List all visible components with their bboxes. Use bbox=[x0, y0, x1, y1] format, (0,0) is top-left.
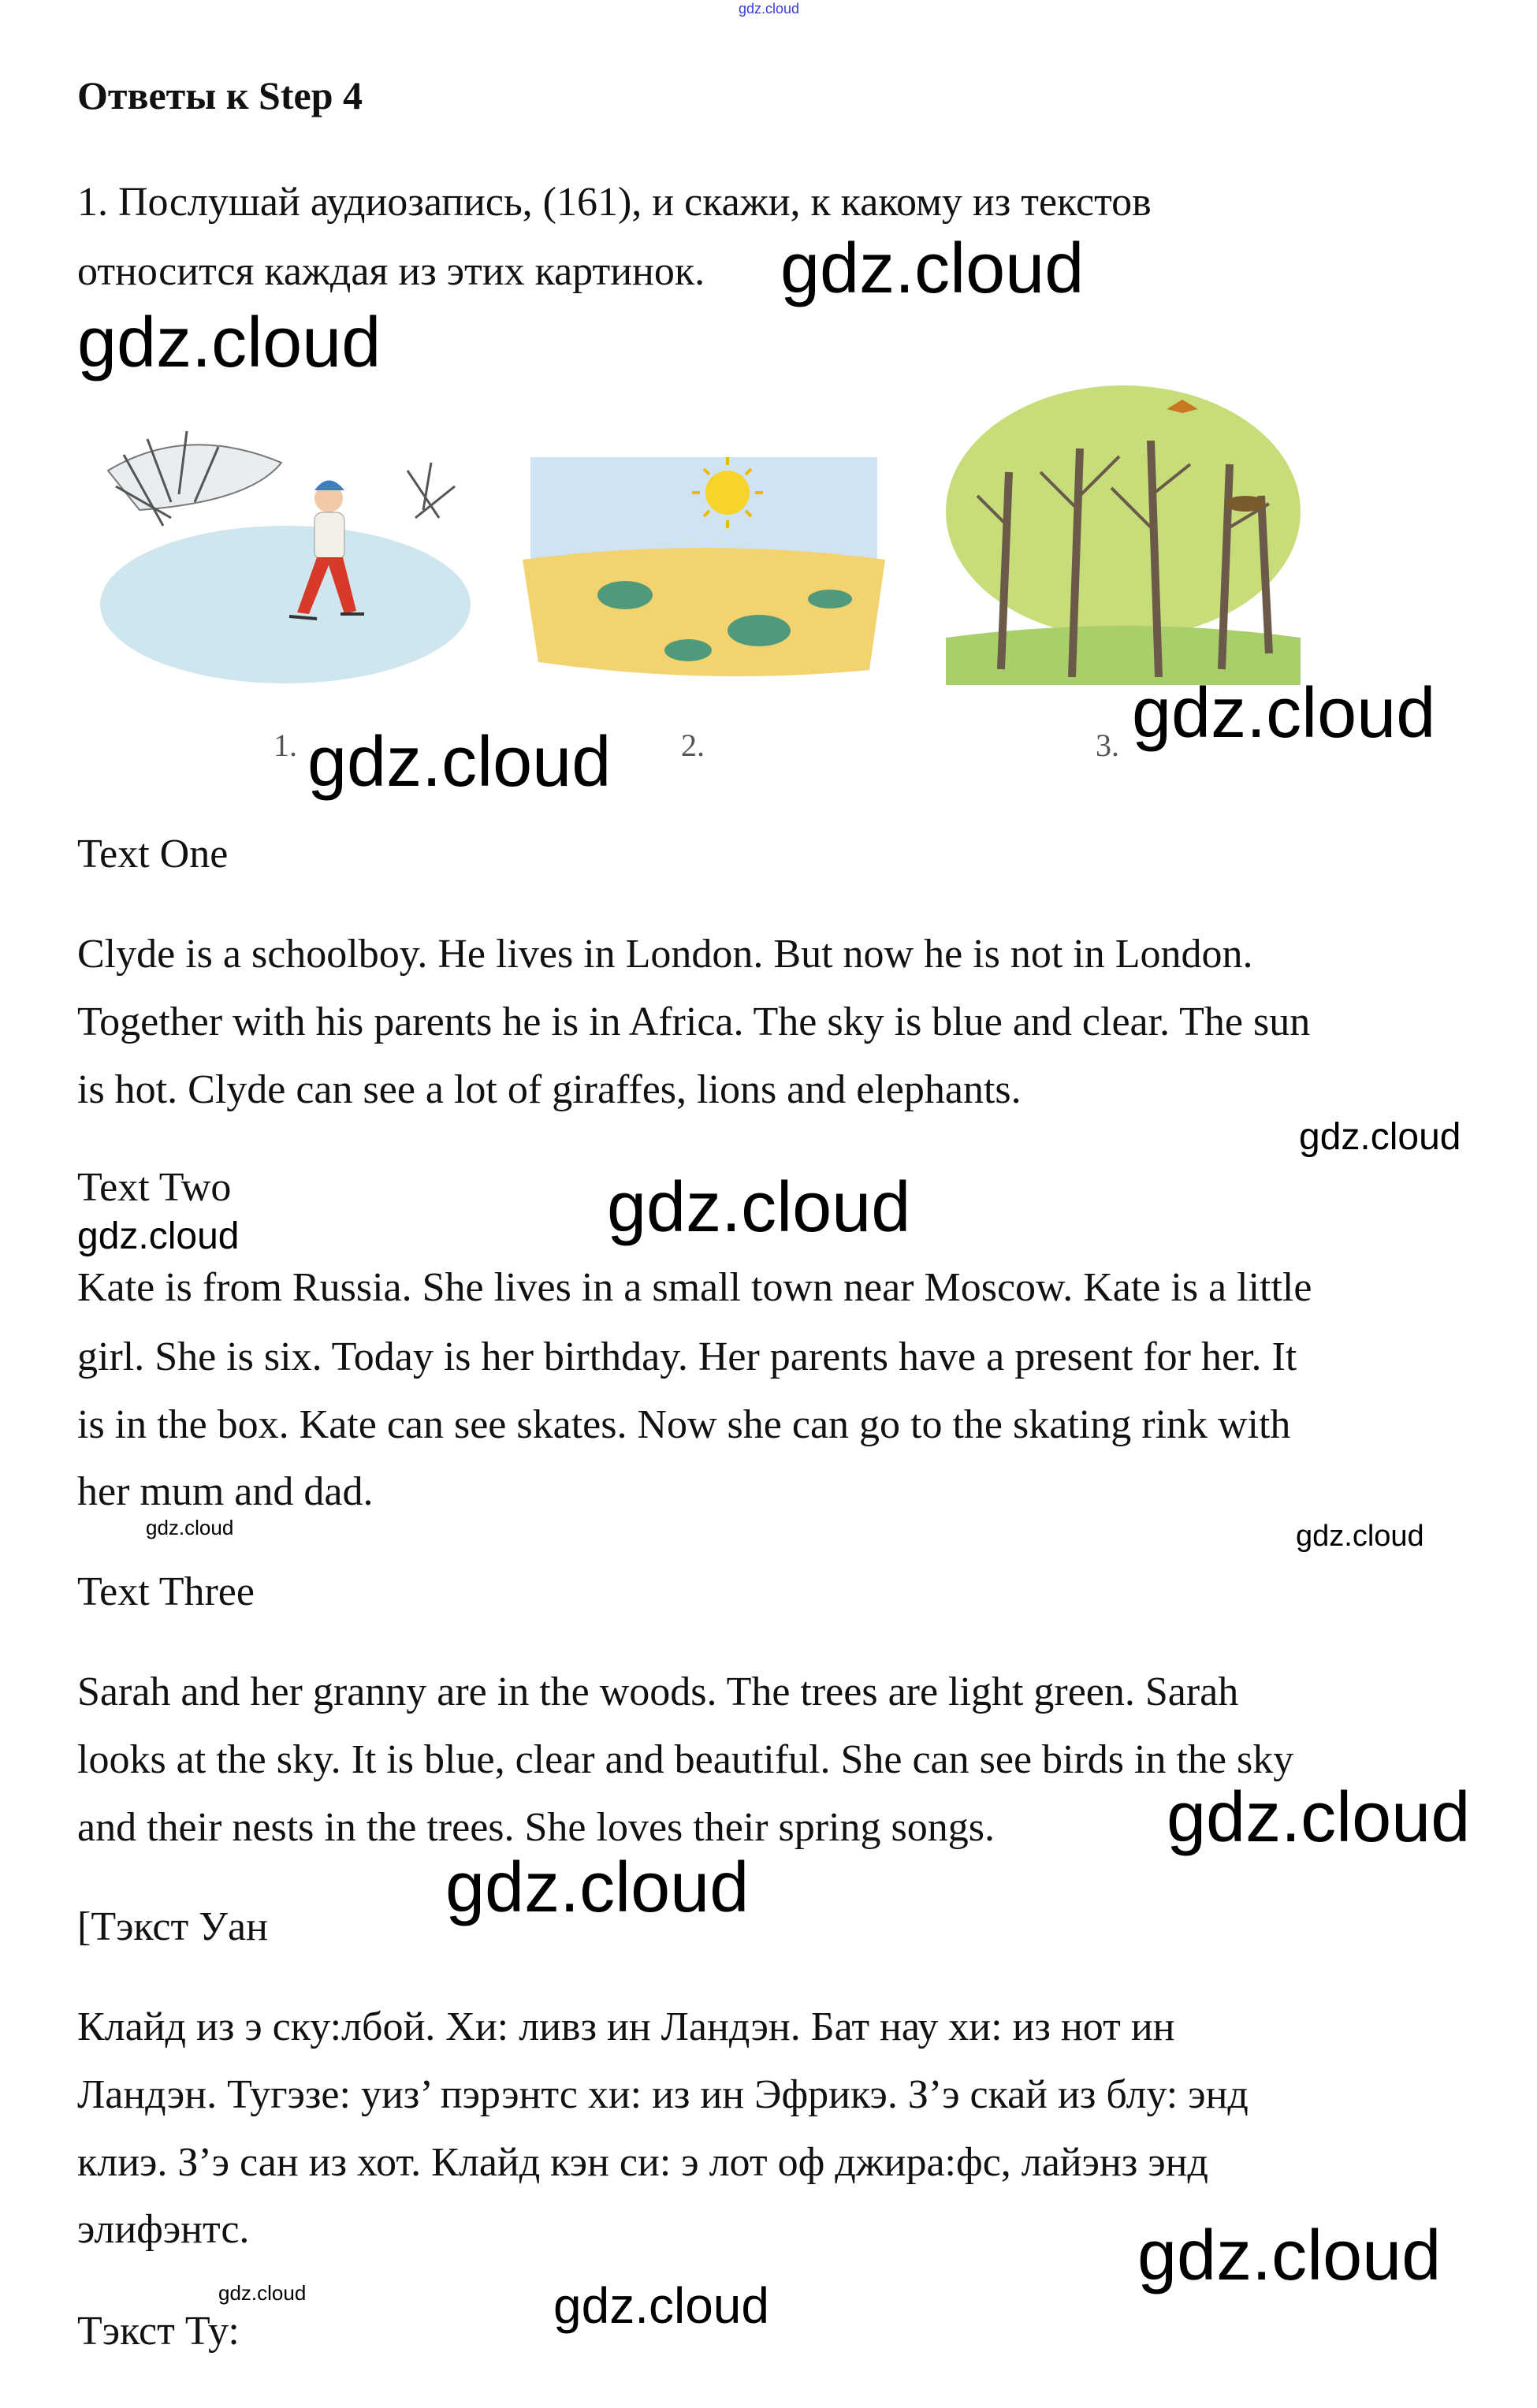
watermark: gdz.cloud bbox=[146, 1516, 234, 1539]
watermark: gdz.cloud bbox=[77, 1215, 240, 1257]
text-line: girl. She is six. Today is her birthday. Her parents have a present for her. It bbox=[77, 1334, 1297, 1379]
task-line: 1. Послушай аудиозапись, (161), и скажи, к какому из текстов bbox=[77, 180, 1152, 225]
watermark: gdz.cloud bbox=[780, 229, 1085, 308]
spring-woods-picture bbox=[938, 354, 1308, 693]
text-line: Together with his parents he is in Africa. The sky is blue and clear. The sun bbox=[77, 999, 1311, 1044]
watermark: gdz.cloud bbox=[445, 1848, 750, 1927]
watermark: gdz.cloud bbox=[1132, 674, 1436, 753]
watermark: gdz.cloud bbox=[77, 303, 381, 382]
text-line: is hot. Clyde can see a lot of giraffes, lions and elephants. bbox=[77, 1067, 1022, 1112]
text-line: Kate is from Russia. She lives in a small town near Moscow. Kate is a little bbox=[77, 1265, 1312, 1310]
text-line: Clyde is a schoolboy. He lives in London. But now he is not in London. bbox=[77, 932, 1253, 977]
text-line: Клайд из э ску:лбой. Хи: ливз ин Ландэн. Бат нау хи: из нот ин bbox=[77, 2004, 1175, 2049]
text-line: looks at the sky. It is blue, clear and beautiful. She can see birds in the sky bbox=[77, 1737, 1294, 1782]
watermark: gdz.cloud bbox=[607, 1168, 911, 1247]
text-heading: Text One bbox=[77, 832, 229, 876]
watermark-top: gdz.cloud bbox=[739, 1, 800, 17]
watermark: gdz.cloud bbox=[553, 2277, 769, 2334]
watermark: gdz.cloud bbox=[218, 2281, 307, 2305]
picture-number: 3. bbox=[1096, 728, 1119, 763]
text-heading: [Тэкст Уан bbox=[77, 1904, 268, 1949]
watermark: gdz.cloud bbox=[1167, 1778, 1471, 1857]
text-line: is in the box. Kate can see skates. Now she can go to the skating rink with bbox=[77, 1402, 1291, 1447]
savanna-sun-picture bbox=[515, 441, 893, 694]
text-line: элифэнтс. bbox=[77, 2207, 250, 2252]
text-heading: Text Three bbox=[77, 1569, 255, 1614]
text-line: Ландэн. Тугэзе: уиз’ пэрэнтс хи: из ин Эфрикэ. З’э скай из блу: энд bbox=[77, 2072, 1249, 2117]
text-line: her mum and dad. bbox=[77, 1469, 374, 1514]
watermark: gdz.cloud bbox=[1296, 1520, 1424, 1553]
text-heading: Тэкст Ту: bbox=[77, 2309, 240, 2354]
page-title: Ответы к Step 4 bbox=[77, 73, 363, 117]
text-heading: Text Two bbox=[77, 1165, 232, 1210]
watermark: gdz.cloud bbox=[1137, 2216, 1442, 2295]
text-line: and their nests in the trees. She loves their spring songs. bbox=[77, 1805, 996, 1850]
winter-skating-picture bbox=[92, 408, 478, 691]
picture-number: 1. bbox=[274, 728, 297, 763]
watermark: gdz.cloud bbox=[1299, 1116, 1461, 1158]
task-line: относится каждая из этих картинок. bbox=[77, 249, 705, 294]
text-line: клиэ. З’э сан из хот. Клайд кэн си: э лот оф джира:фс, лайэнз энд bbox=[77, 2140, 1208, 2185]
picture-number: 2. bbox=[681, 728, 705, 763]
text-line: Sarah and her granny are in the woods. The trees are light green. Sarah bbox=[77, 1669, 1239, 1714]
watermark: gdz.cloud bbox=[307, 723, 612, 802]
